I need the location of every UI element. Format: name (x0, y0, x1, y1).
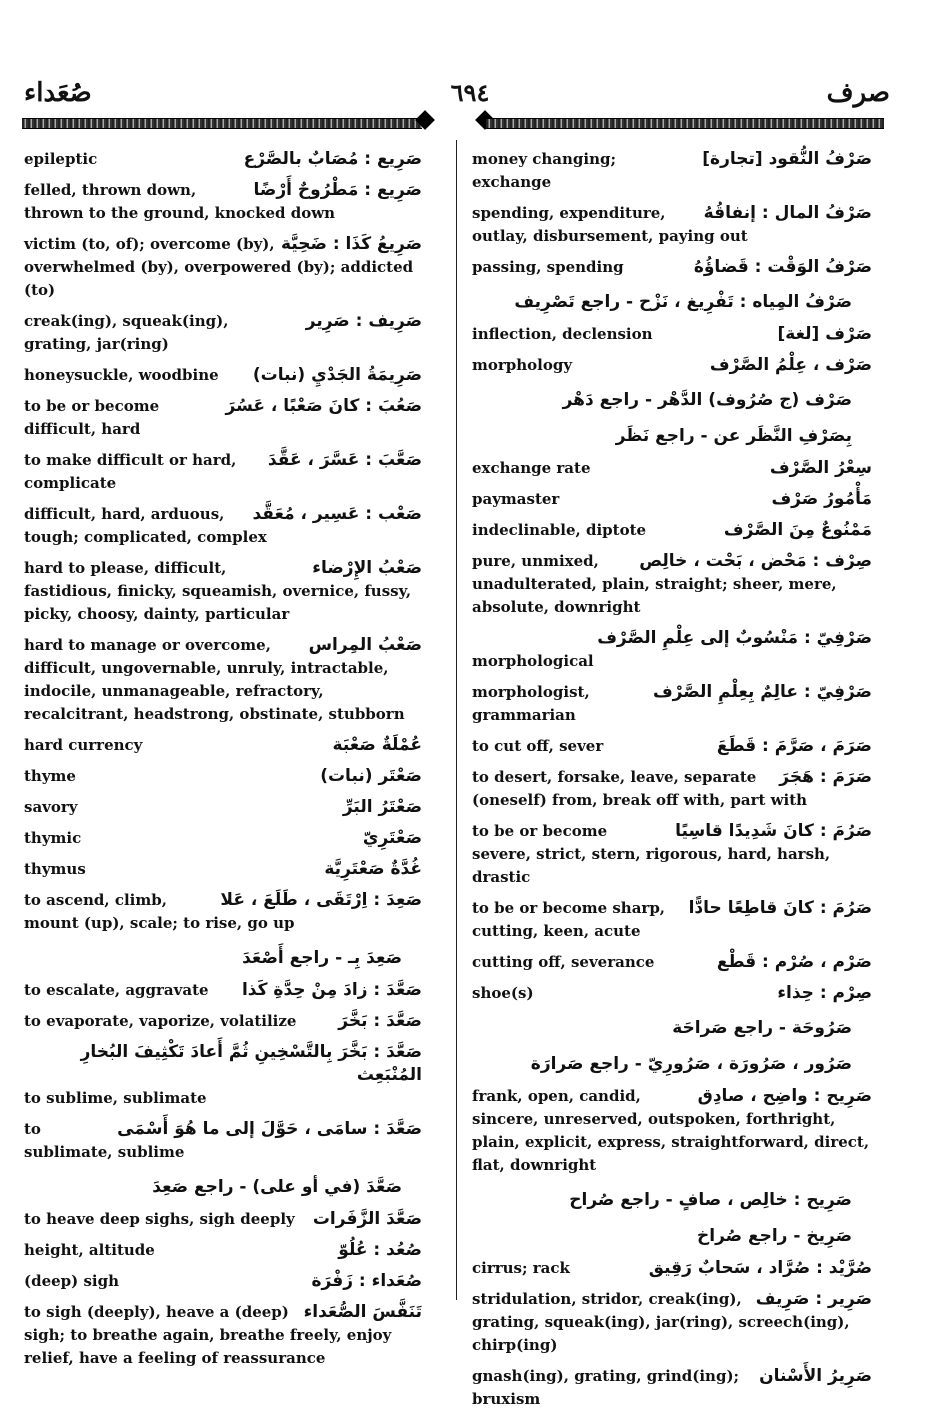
english-gloss: money changing; exchange (472, 150, 617, 191)
guide-word-first: صرف (826, 78, 890, 108)
english-gloss: to sublime, sublimate (24, 1089, 207, 1107)
arabic-headword: صَعْب : عَسِير ، مُعَقَّد (252, 504, 422, 524)
english-gloss: pure, unmixed, unadulterated, plain, straight; sheer, mere, absolute, downright (472, 552, 837, 616)
english-gloss: felled, thrown down, thrown to the ground, knocked down (24, 181, 336, 222)
arabic-headword: صُعَداء : زَفْرَة (311, 1271, 422, 1291)
english-gloss: indeclinable, diptote (472, 521, 647, 539)
english-gloss: to desert, forsake, leave, separate (oneself) from, break off with, part with (472, 768, 808, 809)
english-gloss: morphologist, grammarian (472, 683, 590, 724)
english-gloss: cutting off, severance (472, 953, 655, 971)
arabic-headword: صَرِير : صَرِيف (755, 1289, 872, 1309)
arabic-headword: صَرْفُ المال : إنفاقُهُ (703, 203, 872, 223)
dictionary-entry (472, 982, 872, 1005)
english-gloss: epileptic (24, 150, 98, 168)
english-gloss: shoe(s) (472, 984, 534, 1002)
dictionary-entry (24, 827, 422, 850)
dictionary-entry (24, 765, 422, 788)
dictionary-entry (24, 1208, 422, 1231)
arabic-headword: صَرْفِيّ : مَنْسُوبٌ إلى عِلْمِ الصَّرْف (597, 628, 872, 648)
arabic-headword: مَمْنُوعٌ مِنَ الصَّرْف (723, 520, 872, 540)
arabic-headword: صَرِيع : مُصَابٌ بالصَّرْع (243, 149, 422, 169)
arabic-headword: صَعْتَرِيّ (362, 828, 422, 848)
guide-word-last: صُعَداء (24, 78, 92, 108)
dictionary-entry (472, 1257, 872, 1280)
english-gloss: to be or become sharp, cutting, keen, acute (472, 899, 666, 940)
english-gloss: spending, expenditure, outlay, disbursement, paying out (472, 204, 748, 245)
english-gloss: thymus (24, 860, 86, 878)
left-column (24, 148, 422, 1378)
arabic-headword: صَعْتَرُ البَرِّ (342, 797, 422, 817)
english-gloss: to make difficult or hard, complicate (24, 451, 237, 492)
arabic-headword: صَرِيرُ الأَسْنان (759, 1366, 872, 1386)
dictionary-entry (472, 148, 872, 194)
english-gloss: paymaster (472, 490, 560, 508)
english-gloss: to ascend, climb, mount (up), scale; to rise, go up (24, 891, 295, 932)
english-gloss: to sublimate, sublime (24, 1120, 185, 1161)
english-gloss: thyme (24, 767, 76, 785)
dictionary-entry (24, 179, 422, 225)
dictionary-entry (472, 202, 872, 248)
dictionary-entry (24, 979, 422, 1002)
arabic-headword: صَعْبُ المِراس (308, 635, 422, 655)
english-gloss: to be or become difficult, hard (24, 397, 160, 438)
english-gloss: to escalate, aggravate (24, 981, 209, 999)
dictionary-entry (24, 1270, 422, 1293)
english-gloss: hard to please, difficult, fastidious, finicky, squeamish, overnice, fussy, picky, choosy, dainty, particular (24, 559, 412, 623)
dictionary-entry (24, 1118, 422, 1164)
dictionary-entry (472, 323, 872, 346)
header-rule-left (22, 118, 422, 129)
column-divider (456, 140, 457, 1300)
dictionary-entry (472, 1365, 872, 1411)
arabic-headword: صَرِيع : مَطْرُوحٌ أَرْضًا (253, 180, 422, 200)
arabic-headword: صَعُبَ : كانَ صَعْبًا ، عَسُرَ (225, 396, 422, 416)
english-gloss: to cut off, sever (472, 737, 604, 755)
dictionary-entry (472, 1288, 872, 1357)
dictionary-entry-crossref: صَرِيخ - راجع صُراخ (696, 1226, 852, 1246)
arabic-headword: صَرْف ، عِلْمُ الصَّرْف (709, 355, 872, 375)
english-gloss: cirrus; rack (472, 1259, 570, 1277)
dictionary-entry (24, 734, 422, 757)
english-gloss: to heave deep sighs, sigh deeply (24, 1210, 295, 1228)
dictionary-entry (472, 681, 872, 727)
arabic-headword: صِرْف : مَحْض ، بَحْت ، خالِص (639, 551, 872, 571)
arabic-headword: مَأْمُورُ صَرْف (771, 489, 872, 509)
arabic-headword: صَرِيعُ كَذَا : ضَحِيَّة (280, 234, 422, 254)
dictionary-entry (24, 889, 422, 935)
right-column (472, 148, 872, 1419)
dictionary-entry (472, 766, 872, 812)
dictionary-entry (24, 395, 422, 441)
dictionary-entry-crossref: صَعَّدَ (في أو على) - راجع صَعِدَ (152, 1177, 402, 1197)
dictionary-entry-crossref: صَرْف (ج صُرُوف) الدَّهْر - راجع دَهْر (562, 390, 852, 410)
dictionary-entry (472, 550, 872, 619)
dictionary-entry (472, 820, 872, 889)
dictionary-entry (24, 503, 422, 549)
page-number: ٦٩٤ (450, 78, 490, 107)
arabic-headword: صَعِدَ : اِرْتَقَى ، طَلَعَ ، عَلا (220, 890, 422, 910)
dictionary-entry (472, 1085, 872, 1177)
page-header (0, 78, 940, 108)
dictionary-entry (472, 457, 872, 480)
english-gloss: stridulation, stridor, creak(ing), grating, squeak(ing), jar(ring), screech(ing), chirp(ing) (472, 1290, 850, 1354)
dictionary-entry-crossref: بِصَرْفِ النَّظَر عن - راجع نَظَر (615, 426, 852, 446)
arabic-headword: صَرْفُ الوَقْت : قَضاؤُهُ (693, 257, 872, 277)
dictionary-entry (472, 627, 872, 673)
dictionary-entry (24, 1239, 422, 1262)
english-gloss: morphology (472, 356, 573, 374)
dictionary-entry (472, 488, 872, 511)
english-gloss: savory (24, 798, 78, 816)
dictionary-entry-crossref: صَرِيح : خالِص ، صافٍ - راجع صُراح (569, 1190, 852, 1210)
arabic-headword: صَعَّدَ : بَخَّرَ (338, 1011, 422, 1031)
english-gloss: difficult, hard, arduous, tough; complicated, complex (24, 505, 267, 546)
dictionary-entry (24, 233, 422, 302)
dictionary-entry-crossref: صَرُور ، صَرُورَة ، صَرُورِيّ - راجع صَرارَة (530, 1054, 852, 1074)
arabic-headword: صُرَّيْد : صُرَّاد ، سَحابٌ رَقِيق (648, 1258, 872, 1278)
english-gloss: gnash(ing), grating, grind(ing); bruxism (472, 1367, 740, 1408)
arabic-headword: صَعَّدَ : سامَى ، حَوَّلَ إلى ما هُوَ أَسْمَى (117, 1119, 422, 1139)
arabic-headword: صَعَّبَ : عَسَّرَ ، عَقَّدَ (267, 450, 422, 470)
english-gloss: victim (to, of); overcome (by), overwhelmed (by), overpowered (by); addicted (to) (24, 235, 414, 299)
arabic-headword: صَرْفِيّ : عالِمٌ بِعِلْمِ الصَّرْف (652, 682, 872, 702)
dictionary-entry (24, 858, 422, 881)
arabic-headword: صَعْبُ الإِرْضاء (312, 558, 422, 578)
dictionary-entry (472, 256, 872, 279)
arabic-headword: صَرَمَ : هَجَرَ (779, 767, 872, 787)
dictionary-entry (24, 449, 422, 495)
arabic-headword: غُدَّةٌ صَعْتَرِيَّة (324, 859, 422, 879)
dictionary-entry (24, 1041, 422, 1110)
english-gloss: creak(ing), squeak(ing), grating, jar(ring) (24, 312, 229, 353)
dictionary-entry (24, 557, 422, 626)
dictionary-entry-crossref: صَرُوحَة - راجع صَراحَة (672, 1018, 852, 1038)
english-gloss: thymic (24, 829, 82, 847)
english-gloss: exchange rate (472, 459, 591, 477)
arabic-headword: صِرْم : حِذاء (777, 983, 872, 1003)
dictionary-entry (472, 897, 872, 943)
dictionary-entry-crossref: صَرْفُ المِياه : تَفْرِيغ ، نَزْح - راجع تَصْرِيف (514, 292, 852, 312)
english-gloss: frank, open, candid, sincere, unreserved, outspoken, forthright, plain, explicit, express, straightforward, direct, flat, downright (472, 1087, 870, 1174)
arabic-headword: عُمْلَةٌ صَعْبَة (332, 735, 422, 755)
english-gloss: hard to manage or overcome, difficult, ungovernable, unruly, intractable, indocile, unmanageable, refractory, recalcitrant, headstrong, obstinate, stubborn (24, 636, 405, 723)
english-gloss: to evaporate, vaporize, volatilize (24, 1012, 297, 1030)
dictionary-entry (472, 519, 872, 542)
arabic-headword: صَعَّدَ : زادَ مِنْ حِدَّةِ كَذا (241, 980, 422, 1000)
english-gloss: morphological (472, 652, 594, 670)
english-gloss: inflection, declension (472, 325, 653, 343)
arabic-headword: صَرُمَ : كانَ شَدِيدًا قاسِيًا (675, 821, 872, 841)
arabic-headword: صَعْتَر (نبات) (320, 766, 422, 786)
dictionary-entry (472, 735, 872, 758)
header-rule-right (486, 118, 884, 129)
arabic-headword: صَرِيح : واضِح ، صادِق (697, 1086, 872, 1106)
dictionary-entry (24, 634, 422, 726)
dictionary-entry-crossref: صَعِدَ بِـ - راجع أَصْعَدَ (242, 948, 402, 968)
english-gloss: to sigh (deeply), heave a (deep) sigh; to breathe again, breathe freely, enjoy relief, have a feeling of reassurance (24, 1303, 392, 1367)
dictionary-entry (472, 354, 872, 377)
arabic-headword: صَرْفُ النُّقود [تجارة] (702, 149, 872, 169)
english-gloss: (deep) sigh (24, 1272, 120, 1290)
english-gloss: honeysuckle, woodbine (24, 366, 219, 384)
dictionary-entry (24, 148, 422, 171)
dictionary-entry (24, 310, 422, 356)
arabic-headword: صَعَّدَ الزَّفَرات (312, 1209, 422, 1229)
english-gloss: to be or become severe, strict, stern, rigorous, hard, harsh, drastic (472, 822, 831, 886)
arabic-headword: صَرِيف : صَرِير (305, 311, 422, 331)
dictionary-entry (24, 796, 422, 819)
dictionary-entry (472, 951, 872, 974)
dictionary-entry (24, 364, 422, 387)
arabic-headword: صَرَمَ ، صَرَّمَ : قَطَعَ (716, 736, 872, 756)
arabic-headword: صَعَّدَ : بَخَّرَ بِالتَّسْخِينِ ثُمَّ أَعادَ تَكْثِيفَ البُخارِ المُنْبَعِث (80, 1042, 422, 1085)
dictionary-entry (24, 1010, 422, 1033)
english-gloss: height, altitude (24, 1241, 155, 1259)
arabic-headword: صَرْف [لغة] (777, 324, 872, 344)
arabic-headword: صَرِيمَةُ الجَدْيِ (نبات) (252, 365, 422, 385)
dictionary-entry (24, 1301, 422, 1370)
english-gloss: passing, spending (472, 258, 624, 276)
arabic-headword: سِعْرُ الصَّرْف (769, 458, 872, 478)
arabic-headword: صَرْم ، صُرْم : قَطْع (716, 952, 872, 972)
arabic-headword: تَنَفَّسَ الصُّعَداء (303, 1302, 422, 1322)
arabic-headword: صَرُمَ : كانَ قاطِعًا حادًّا (688, 898, 872, 918)
english-gloss: hard currency (24, 736, 143, 754)
arabic-headword: صُعُد : عُلُوّ (338, 1240, 422, 1260)
